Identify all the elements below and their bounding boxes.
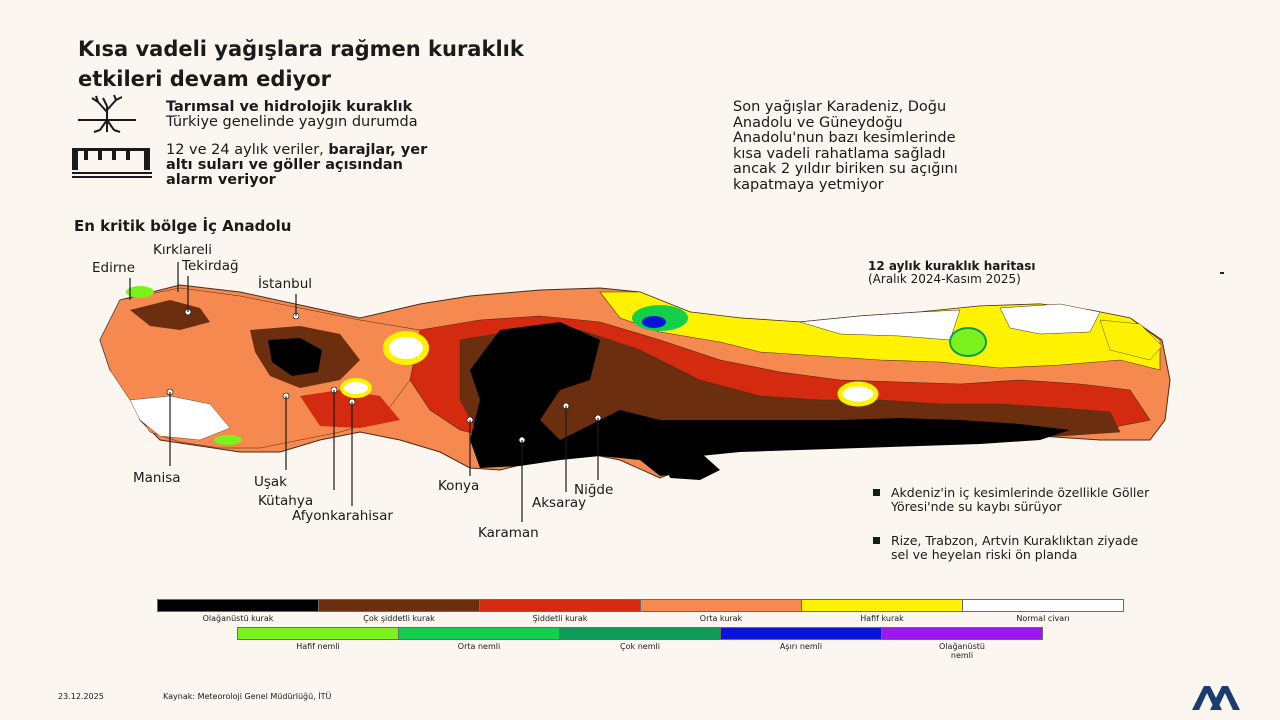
- city-label-konya: Konya: [438, 478, 480, 494]
- city-label-manisa: Manisa: [133, 470, 181, 486]
- bullet-1-text: Türkiye genelinde yaygın durumda: [166, 114, 418, 130]
- legend-label: Aşırı nemli: [779, 642, 823, 651]
- note-text: Rize, Trabzon, Artvin Kuraklıktan ziyade sel ve heyelan riski ön planda: [891, 533, 1139, 562]
- legend-label: Çok nemli: [620, 642, 660, 651]
- city-label-nigde: Niğde: [574, 482, 614, 498]
- legend-swatch: [640, 599, 802, 612]
- wet-spot-sinop-core: [642, 316, 666, 328]
- legend-swatch: [962, 599, 1124, 612]
- bullet-2-bold1: barajlar, yer: [328, 142, 428, 158]
- summary-line: ancak 2 yıldır biriken su açığını: [733, 161, 958, 177]
- legend-swatch: [318, 599, 480, 612]
- summary-line: kapatmaya yetmiyor: [733, 176, 884, 193]
- yellow-ring-bolu: [386, 334, 426, 362]
- bullet-square-icon: [873, 537, 880, 544]
- legend-label: Orta nemli: [457, 642, 501, 651]
- note-black-sea: [873, 534, 1153, 561]
- bullet-2-part1: 12 ve 24 aylık veriler,: [166, 142, 329, 158]
- critical-region-heading: En kritik bölge İç Anadolu: [74, 217, 292, 235]
- summary-line: Anadolu ve Güneydoğu: [733, 114, 903, 131]
- city-label-edirne: Edirne: [92, 260, 136, 276]
- aa-logo: [1190, 684, 1242, 717]
- legend-swatch: [157, 599, 319, 612]
- map-subtitle: (Aralık 2024-Kasım 2025): [868, 272, 1021, 286]
- legend-swatch: [237, 627, 399, 640]
- wet-spot-erzurum: [950, 328, 986, 356]
- bullet-2-bold3: alarm veriyor: [166, 172, 276, 188]
- footer-source: Kaynak: Meteoroloji Genel Müdürlüğü, İTÜ: [163, 692, 332, 701]
- legend-wet-bar: [237, 627, 1042, 640]
- summary-line: Anadolu'nun bazı kesimlerinde: [733, 130, 956, 146]
- summary-line: Son yağışlar Karadeniz, Doğu: [733, 99, 947, 115]
- city-label-afyon: Afyonkarahisar: [292, 508, 393, 524]
- legend-label: Hafif nemli: [296, 642, 340, 651]
- note-text: Akdeniz'in iç kesimlerinde özellikle Göller Yöresi'nde su kaybı sürüyor: [891, 485, 1150, 514]
- legend-dry-bar: [157, 599, 1123, 612]
- summary-line: kısa vadeli rahatlama sağladı: [733, 145, 946, 162]
- legend-swatch: [398, 627, 560, 640]
- legend-label: Olağanüstü kurak: [202, 614, 274, 623]
- city-label-usak: Uşak: [254, 474, 288, 490]
- yellow-ring-usak: [342, 380, 370, 396]
- wet-spot-mugla: [214, 435, 242, 445]
- legend-swatch: [720, 627, 882, 640]
- aa-logo-icon: [1190, 684, 1242, 712]
- legend-label: Çok şiddetli kurak: [363, 614, 435, 623]
- city-label-kirklareli: Kırklareli: [153, 242, 213, 258]
- city-label-tekirdag: Tekirdağ: [182, 258, 239, 274]
- title-line-2: etkileri devam ediyor: [78, 67, 332, 91]
- bullet-1-bold: Tarımsal ve hidrolojik kuraklık: [166, 99, 413, 115]
- legend-swatch: [801, 599, 963, 612]
- legend-label: Olağanüstü nemli: [939, 642, 985, 660]
- bullet-square-icon: [873, 489, 880, 496]
- legend-label: Orta kurak: [699, 614, 743, 623]
- legend-swatch: [881, 627, 1043, 640]
- legend-swatch: [559, 627, 721, 640]
- city-label-aksaray: Aksaray: [532, 495, 587, 511]
- yellow-ring-malatya: [840, 384, 876, 404]
- city-label-kutahya: Kütahya: [258, 493, 314, 509]
- bullet-2-bold2: altı suları ve göller açısından: [166, 157, 403, 173]
- legend-label: Normal civarı: [1016, 614, 1070, 623]
- city-label-istanbul: İstanbul: [258, 276, 313, 292]
- map-title: 12 aylık kuraklık haritası: [868, 259, 1036, 273]
- footer-date: 23.12.2025: [58, 692, 104, 701]
- title-line-1: Kısa vadeli yağışlara rağmen kuraklık: [78, 37, 524, 61]
- note-mediterranean: [873, 486, 1153, 513]
- legend-swatch: [479, 599, 641, 612]
- city-label-karaman: Karaman: [478, 525, 539, 541]
- legend-label: Hafif kurak: [860, 614, 904, 623]
- legend-label: Şiddetli kurak: [532, 614, 588, 623]
